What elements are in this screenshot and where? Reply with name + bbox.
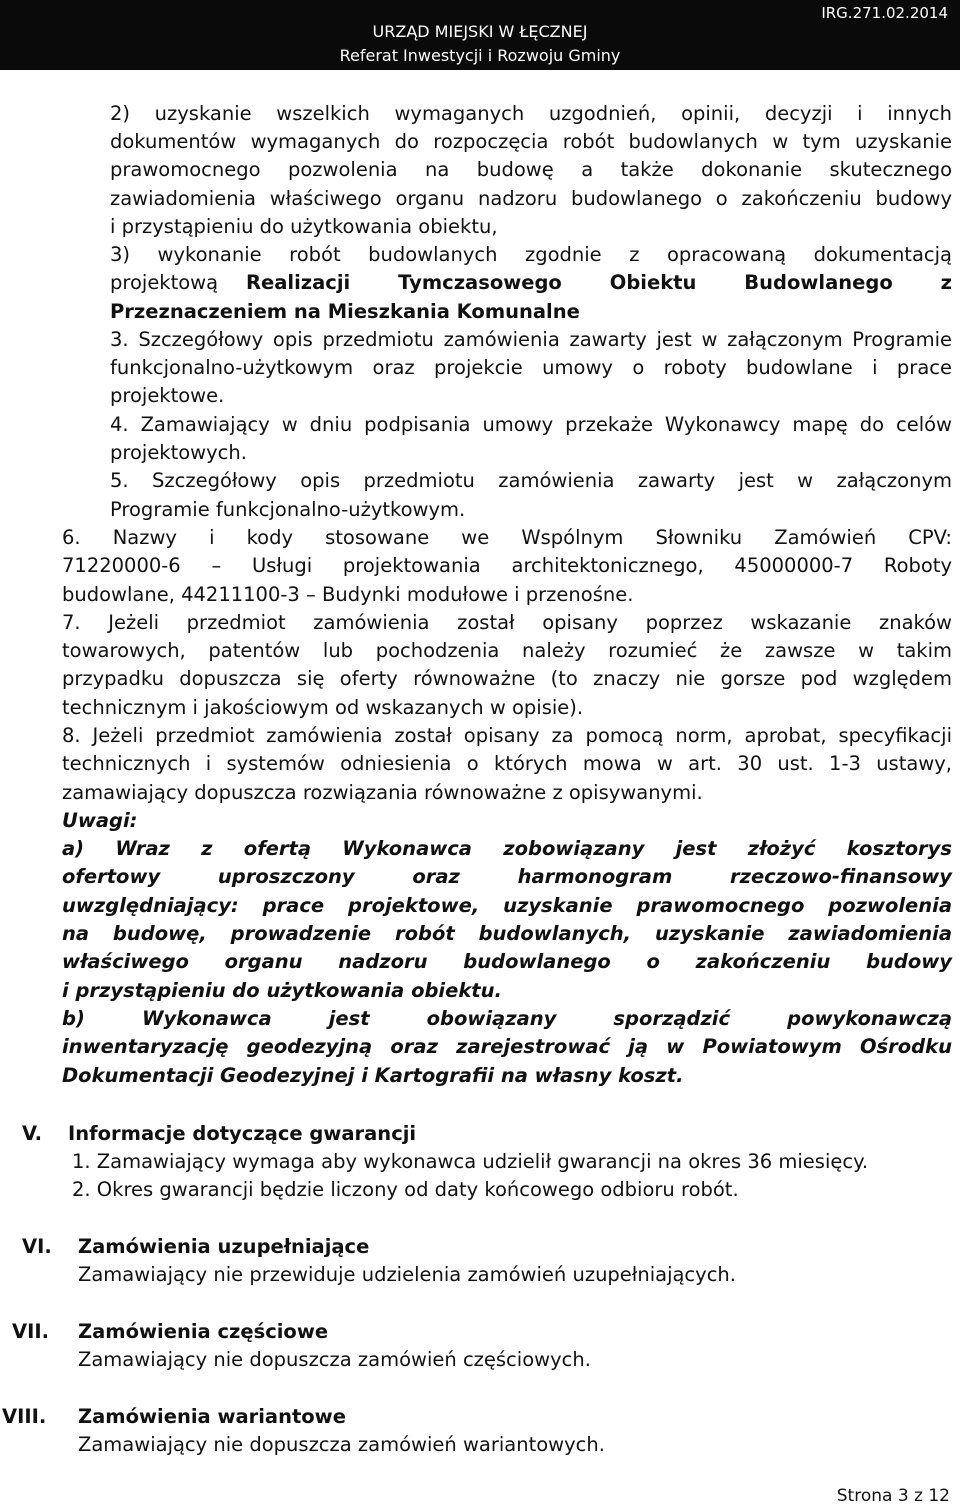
list-item: 1. Zamawiający wymaga aby wykonawca udzielił gwarancji na okres 36 miesięcy. [72, 1150, 869, 1173]
section-text: Zamawiający nie przewiduje udzielenia zamówień uzupełniających. [78, 1263, 736, 1286]
text-line: technicznym i jakościowym od wskazanych w opisie). [62, 696, 584, 719]
office-name: URZĄD MIEJSKI W ŁĘCZNEJ [372, 22, 588, 41]
text-line: 3. Szczegółowy opis przedmiotu zamówienia zawarty jest w załączonym Programie [110, 328, 952, 351]
text-line: zamawiający dopuszcza rozwiązania równoważne z opisywanymi. [62, 781, 703, 804]
text-line: 7. Jeżeli przedmiot zamówienia został opisany poprzez wskazanie znaków [62, 611, 952, 634]
section-number: VII. [12, 1320, 50, 1343]
section-number: V. [22, 1122, 42, 1145]
department-name: Referat Inwestycji i Rozwoju Gminy [339, 46, 621, 65]
section-number: VIII. [2, 1405, 47, 1428]
text-line: towarowych, patentów lub pochodzenia należy rozumieć że zawsze w takim [62, 639, 952, 662]
text-line: przypadku dopuszcza się oferty równoważne (to znaczy nie gorsze pod względem [62, 667, 952, 690]
text-line: Programie funkcjonalno-użytkowym. [110, 498, 466, 521]
text-line: 3) wykonanie robót budowlanych zgodnie z opracowaną dokumentacją [110, 243, 952, 266]
document-reference: IRG.271.02.2014 [821, 4, 948, 22]
remarks-line: b) Wykonawca jest obowiązany sporządzić powykonawczą [62, 1007, 952, 1030]
text-line: 71220000-6 – Usługi projektowania architektonicznego, 45000000-7 Roboty [62, 554, 952, 577]
text-line: i przystąpieniu do użytkowania obiektu, [110, 215, 498, 238]
text-line: projektowych. [110, 441, 247, 464]
section-number: VI. [22, 1235, 52, 1258]
section-heading: Zamówienia częściowe [78, 1320, 329, 1343]
page-number: Strona 3 z 12 [836, 1486, 950, 1506]
text-line: dokumentów wymaganych do rozpoczęcia robót budowlanych w tym uzyskanie [110, 130, 952, 153]
section-heading: Informacje dotyczące gwarancji [68, 1122, 417, 1145]
remarks-heading: Uwagi: [62, 809, 138, 832]
text-line: 4. Zamawiający w dniu podpisania umowy przekaże Wykonawcy mapę do celów [110, 413, 952, 436]
list-item: 2. Okres gwarancji będzie liczony od daty końcowego odbioru robót. [72, 1178, 739, 1201]
remarks-line: inwentaryzację geodezyjną oraz zarejestrować ją w Powiatowym Ośrodku [62, 1035, 952, 1058]
remarks-line: a) Wraz z ofertą Wykonawca zobowiązany jest złożyć kosztorys [62, 837, 952, 860]
text-line: budowlane, 44211100-3 – Budynki modułowe i przenośne. [62, 583, 634, 606]
text-line: 8. Jeżeli przedmiot zamówienia został opisany za pomocą norm, aprobat, specyfikacji [62, 724, 952, 747]
project-title-line: Realizacji Tymczasowego Obiektu Budowlanego z [246, 271, 952, 294]
remarks-line: właściwego organu nadzoru budowlanego o zakończeniu budowy [62, 950, 952, 973]
text-line: technicznych i systemów odniesienia o których mowa w art. 30 ust. 1-3 ustawy, [62, 752, 952, 775]
remarks-line: i przystąpieniu do użytkowania obiektu. [62, 979, 502, 1002]
text-line: projektowe. [110, 384, 225, 407]
remarks-line: ofertowy uproszczony oraz harmonogram rzeczowo-finansowy [62, 865, 952, 888]
section-heading: Zamówienia wariantowe [78, 1405, 346, 1428]
remarks-line: na budowę, prowadzenie robót budowlanych, uzyskanie zawiadomienia [62, 922, 952, 945]
text-line: prawomocnego pozwolenia na budowę a także dokonanie skutecznego [110, 158, 952, 181]
remarks-line: Dokumentacji Geodezyjnej i Kartografii na własny koszt. [62, 1064, 684, 1087]
text-line: 6. Nazwy i kody stosowane we Wspólnym Słowniku Zamówień CPV: [62, 526, 952, 549]
section-heading: Zamówienia uzupełniające [78, 1235, 370, 1258]
remarks-line: uwzględniający: prace projektowe, uzyskanie prawomocnego pozwolenia [62, 894, 952, 917]
text-line: 5. Szczegółowy opis przedmiotu zamówienia zawarty jest w załączonym [110, 469, 952, 492]
text-line: projektową [110, 271, 219, 294]
text-line: funkcjonalno-użytkowym oraz projekcie umowy o roboty budowlane i prace [110, 356, 952, 379]
section-text: Zamawiający nie dopuszcza zamówień częściowych. [78, 1348, 591, 1371]
text-line: zawiadomienia właściwego organu nadzoru budowlanego o zakończeniu budowy [110, 187, 952, 210]
page-header [0, 0, 960, 70]
text-line: 2) uzyskanie wszelkich wymaganych uzgodnień, opinii, decyzji i innych [110, 102, 952, 125]
project-title-line: Przeznaczeniem na Mieszkania Komunalne [110, 300, 580, 323]
section-text: Zamawiający nie dopuszcza zamówień wariantowych. [78, 1433, 605, 1456]
